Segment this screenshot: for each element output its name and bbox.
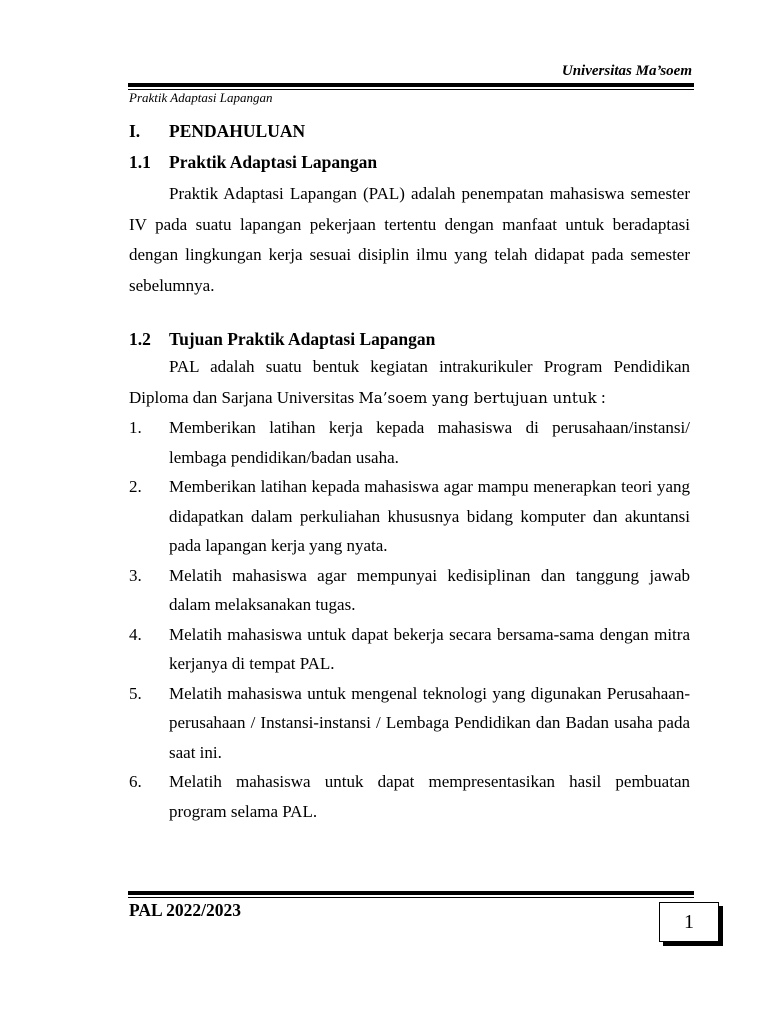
- footer-rule-thick: [128, 891, 694, 895]
- objectives-list: [129, 413, 690, 826]
- list-item-text: Memberikan latihan kerja kepada mahasiswa di perusahaan/instansi/ lembaga pendidikan/badan usaha.: [169, 418, 690, 467]
- list-item-text: Melatih mahasiswa agar mempunyai kedisiplinan dan tanggung jawab dalam melaksanakan tugas.: [169, 565, 690, 614]
- list-item-number: 4.: [129, 624, 142, 644]
- list-item-text: Melatih mahasiswa untuk dapat mempresentasikan hasil pembuatan program selama PAL.: [169, 772, 690, 821]
- list-item-number: 5.: [129, 683, 142, 703]
- university-header: Universitas Ma’soem: [561, 63, 692, 79]
- paragraph-pal-purpose: [129, 352, 690, 413]
- intro-end: :: [596, 387, 606, 407]
- header-rule-thick: [128, 83, 694, 87]
- section-title: PENDAHULUAN: [169, 121, 306, 141]
- section-heading: [129, 118, 690, 144]
- page-content: [129, 118, 690, 826]
- list-item-text: Memberikan latihan kepada mahasiswa agar mampu menerapkan teori yang didapatkan dalam perkuliahan khususnya bidang komputer dan akuntansi pada lapangan kerja yang nyata.: [169, 477, 690, 555]
- list-item-number: 2.: [129, 477, 142, 496]
- section-number: I.: [129, 121, 141, 141]
- list-item-text: Melatih mahasiswa untuk dapat bekerja secara bersama-sama dengan mitra kerjanya di tempat PAL.: [169, 624, 690, 673]
- subsection-number: 1.1: [129, 152, 151, 172]
- list-item: [129, 767, 690, 826]
- list-item-number: 3.: [129, 565, 142, 585]
- list-item: [129, 413, 690, 472]
- subsection-heading-1-2: [129, 326, 690, 352]
- list-item-text: Melatih mahasiswa untuk mengenal teknologi yang digunakan Perusahaan-perusahaan / Instansi-instansi / Lembaga Pendidikan dan Badan usaha pada saat ini.: [169, 683, 690, 762]
- running-title: Praktik Adaptasi Lapangan: [129, 90, 273, 105]
- page-number: 1: [659, 902, 719, 942]
- subsection-heading-1-1: [129, 149, 690, 175]
- subsection-title: Tujuan Praktik Adaptasi Lapangan: [169, 329, 436, 349]
- list-item-number: 6.: [129, 772, 142, 791]
- paragraph-pal-definition: Praktik Adaptasi Lapangan (PAL) adalah penempatan mahasiswa semester IV pada suatu lapangan pekerjaan tertentu dengan manfaat untuk beradaptasi dengan lingkungan kerja sesuai disiplin ilmu yang telah didapat pada semester sebelumnya.: [129, 184, 690, 295]
- intro-emphasis: Ma’soem yang bertujuan untuk: [358, 388, 597, 407]
- intro-text: PAL adalah suatu bentuk kegiatan intrakurikuler Program Pendidikan Diploma dan Sarjana Universitas: [129, 357, 690, 407]
- subsection-number: 1.2: [129, 329, 151, 349]
- list-item: [129, 620, 690, 679]
- list-item: [129, 679, 690, 768]
- footer-label: PAL 2022/2023: [129, 900, 241, 920]
- footer-rule-thin: [128, 897, 694, 898]
- subsection-title: Praktik Adaptasi Lapangan: [169, 152, 378, 172]
- list-item-number: 1.: [129, 418, 142, 437]
- list-item: [129, 472, 690, 561]
- list-item: [129, 561, 690, 620]
